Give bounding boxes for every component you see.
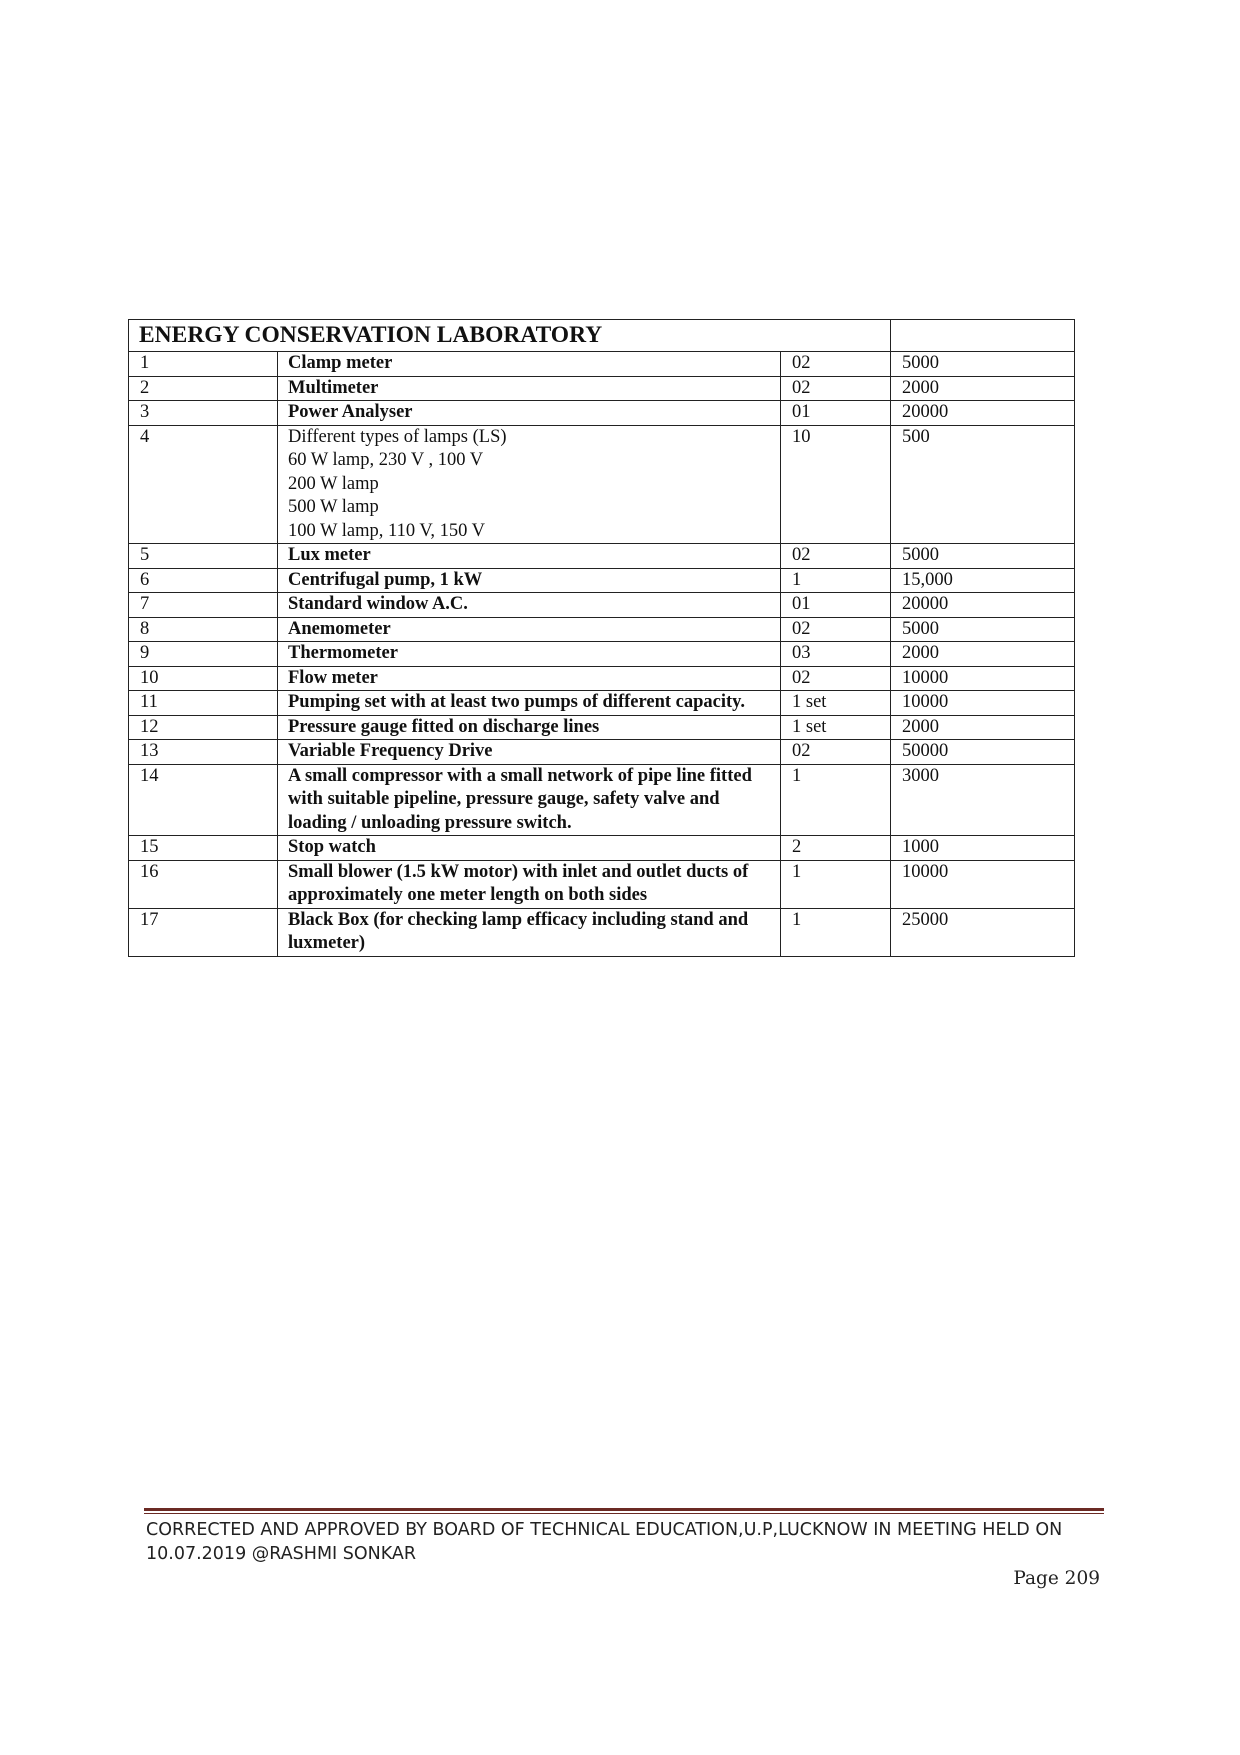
row-quantity: 2	[781, 836, 891, 861]
footer-approval-note	[146, 1519, 1106, 1566]
row-item-description	[278, 425, 781, 544]
table-row	[129, 642, 1075, 667]
row-quantity: 02	[781, 740, 891, 765]
table-row	[129, 715, 1075, 740]
row-cost: 10000	[891, 860, 1075, 908]
row-quantity: 1 set	[781, 691, 891, 716]
table-row	[129, 401, 1075, 426]
table-row	[129, 740, 1075, 765]
row-cost: 25000	[891, 908, 1075, 956]
footer-line-1: CORRECTED AND APPROVED BY BOARD OF TECHNICAL EDUCATION,U.P,LUCKNOW IN MEETING HELD ON	[146, 1520, 1063, 1540]
row-cost: 2000	[891, 715, 1075, 740]
row-cost: 2000	[891, 642, 1075, 667]
table-row	[129, 425, 1075, 544]
row-item-description: Multimeter	[278, 376, 781, 401]
row-quantity: 1	[781, 908, 891, 956]
row-quantity: 01	[781, 401, 891, 426]
row-serial-number: 12	[129, 715, 278, 740]
row-quantity: 02	[781, 544, 891, 569]
row-serial-number: 16	[129, 860, 278, 908]
row-item-description: Clamp meter	[278, 352, 781, 377]
row-item-description: Stop watch	[278, 836, 781, 861]
row-serial-number: 17	[129, 908, 278, 956]
table-row	[129, 376, 1075, 401]
row-serial-number: 15	[129, 836, 278, 861]
table-row	[129, 544, 1075, 569]
row-item-description: Black Box (for checking lamp efficacy including stand and luxmeter)	[278, 908, 781, 956]
table-row	[129, 593, 1075, 618]
row-item-description: Pumping set with at least two pumps of different capacity.	[278, 691, 781, 716]
row-item-description: Standard window A.C.	[278, 593, 781, 618]
footer-divider	[144, 1508, 1104, 1514]
row-serial-number: 7	[129, 593, 278, 618]
row-quantity: 03	[781, 642, 891, 667]
row-cost: 2000	[891, 376, 1075, 401]
row-quantity: 01	[781, 593, 891, 618]
row-cost: 20000	[891, 593, 1075, 618]
row-item-description: Variable Frequency Drive	[278, 740, 781, 765]
table-row	[129, 352, 1075, 377]
item-subline: 60 W lamp, 230 V , 100 V	[288, 450, 484, 470]
table-row	[129, 860, 1075, 908]
row-item-description: Thermometer	[278, 642, 781, 667]
row-item-description: Power Analyser	[278, 401, 781, 426]
row-quantity: 02	[781, 617, 891, 642]
row-cost: 500	[891, 425, 1075, 544]
row-serial-number: 14	[129, 764, 278, 836]
row-item-description: Flow meter	[278, 666, 781, 691]
row-quantity: 1	[781, 764, 891, 836]
row-quantity: 02	[781, 352, 891, 377]
row-quantity: 1	[781, 860, 891, 908]
row-serial-number: 5	[129, 544, 278, 569]
row-cost: 5000	[891, 352, 1075, 377]
table-title-row	[129, 320, 1075, 352]
row-serial-number: 10	[129, 666, 278, 691]
table-row	[129, 764, 1075, 836]
item-subline: 100 W lamp, 110 V, 150 V	[288, 520, 486, 541]
row-cost: 5000	[891, 544, 1075, 569]
row-cost: 10000	[891, 666, 1075, 691]
row-cost: 3000	[891, 764, 1075, 836]
table-row	[129, 836, 1075, 861]
row-serial-number: 1	[129, 352, 278, 377]
row-serial-number: 8	[129, 617, 278, 642]
row-quantity: 1 set	[781, 715, 891, 740]
row-quantity: 10	[781, 425, 891, 544]
row-quantity: 02	[781, 376, 891, 401]
table-row	[129, 908, 1075, 956]
item-subline: 200 W lamp	[288, 473, 379, 494]
table-row	[129, 691, 1075, 716]
table-title-empty-cell	[891, 320, 1075, 352]
row-item-description: Pressure gauge fitted on discharge lines	[278, 715, 781, 740]
row-item-description: Centrifugal pump, 1 kW	[278, 568, 781, 593]
row-cost: 5000	[891, 617, 1075, 642]
row-serial-number: 6	[129, 568, 278, 593]
row-quantity: 02	[781, 666, 891, 691]
item-subline: 500 W lamp	[288, 497, 379, 517]
item-heading: Different types of lamps (LS)	[288, 426, 507, 447]
row-item-description: Anemometer	[278, 617, 781, 642]
row-cost: 1000	[891, 836, 1075, 861]
page-number: Page 209	[1013, 1568, 1100, 1589]
row-serial-number: 3	[129, 401, 278, 426]
table-row	[129, 666, 1075, 691]
equipment-table	[128, 319, 1075, 957]
row-serial-number: 4	[129, 425, 278, 544]
table-row	[129, 617, 1075, 642]
table-row	[129, 568, 1075, 593]
row-cost: 15,000	[891, 568, 1075, 593]
table-title: ENERGY CONSERVATION LABORATORY	[129, 320, 891, 352]
row-serial-number: 9	[129, 642, 278, 667]
row-cost: 50000	[891, 740, 1075, 765]
row-item-description: Lux meter	[278, 544, 781, 569]
row-cost: 20000	[891, 401, 1075, 426]
row-serial-number: 2	[129, 376, 278, 401]
row-item-description: A small compressor with a small network of pipe line fitted with suitable pipeline, pressure gauge, safety valve and loading / unloading pressure switch.	[278, 764, 781, 836]
row-serial-number: 13	[129, 740, 278, 765]
row-quantity: 1	[781, 568, 891, 593]
row-item-description: Small blower (1.5 kW motor) with inlet and outlet ducts of approximately one meter length on both sides	[278, 860, 781, 908]
row-cost: 10000	[891, 691, 1075, 716]
row-serial-number: 11	[129, 691, 278, 716]
footer-line-2: 10.07.2019 @RASHMI SONKAR	[146, 1543, 417, 1564]
